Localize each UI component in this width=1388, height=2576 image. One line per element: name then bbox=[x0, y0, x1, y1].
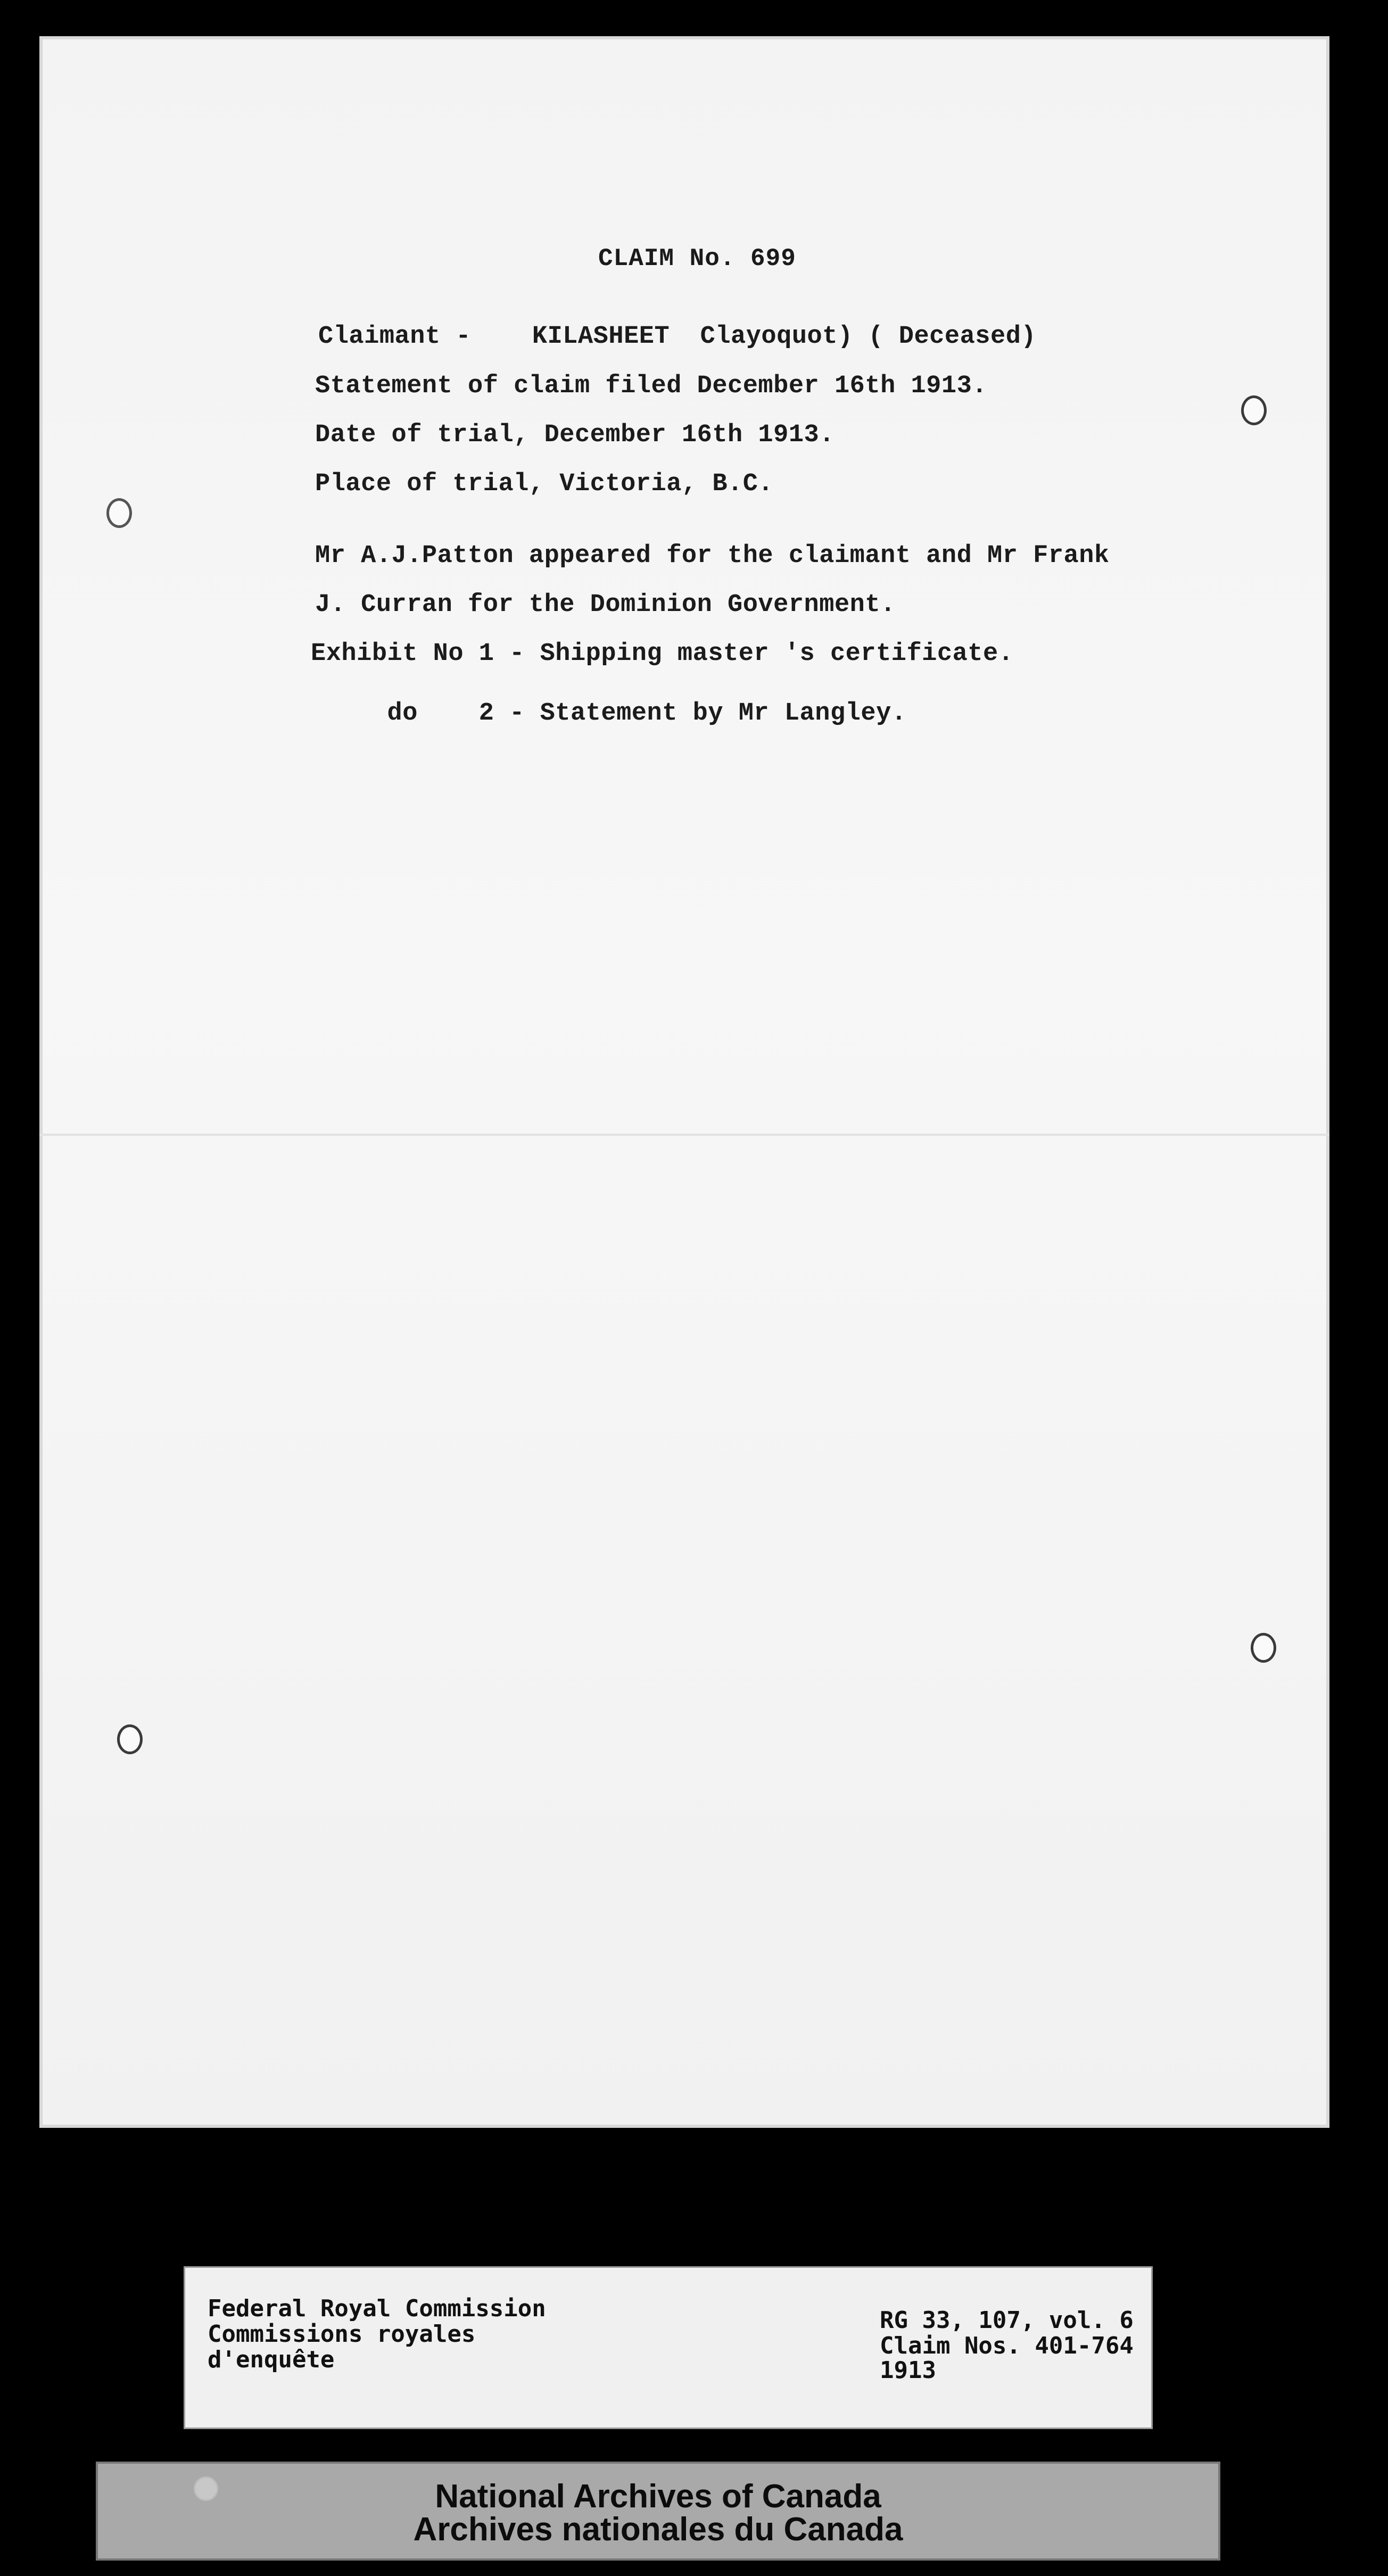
punch-hole-icon bbox=[1241, 395, 1267, 425]
collection-name-fr-continued: d'enquête bbox=[208, 2346, 335, 2373]
counsel-line: Mr A.J.Patton appeared for the claimant and Mr Frank bbox=[315, 542, 1110, 570]
document-page bbox=[39, 36, 1329, 2128]
counsel-line-continued: J. Curran for the Dominion Government. bbox=[315, 591, 896, 619]
archives-name-fr: Archives nationales du Canada bbox=[413, 2511, 903, 2548]
archives-name-en: National Archives of Canada bbox=[435, 2478, 881, 2515]
claim-number-heading: CLAIM No. 699 bbox=[598, 245, 796, 273]
place-of-trial-line: Place of trial, Victoria, B.C. bbox=[315, 470, 774, 498]
punch-hole-icon bbox=[1251, 1633, 1276, 1663]
page-fold-line bbox=[39, 1134, 1329, 1136]
record-group-reference: RG 33, 107, vol. 6 bbox=[880, 2307, 1134, 2334]
statement-filed-line: Statement of claim filed December 16th 1913. bbox=[315, 372, 988, 400]
date-of-trial-line: Date of trial, December 16th 1913. bbox=[315, 421, 835, 449]
archival-reference-card bbox=[184, 2266, 1153, 2429]
claimant-line: Claimant - KILASHEET Clayoquot) ( Deceased) bbox=[318, 323, 1037, 351]
exhibit-1-line: Exhibit No 1 - Shipping master 's certificate. bbox=[311, 640, 1014, 668]
national-archives-banner bbox=[96, 2462, 1220, 2561]
reference-year: 1913 bbox=[880, 2357, 936, 2384]
exhibit-2-line: do 2 - Statement by Mr Langley. bbox=[311, 699, 907, 728]
claim-number-range: Claim Nos. 401-764 bbox=[880, 2332, 1134, 2359]
punch-hole-icon bbox=[106, 498, 132, 528]
collection-name-en: Federal Royal Commission bbox=[208, 2295, 546, 2322]
collection-name-fr: Commissions royales bbox=[208, 2321, 476, 2348]
punch-hole-icon bbox=[117, 1724, 143, 1754]
